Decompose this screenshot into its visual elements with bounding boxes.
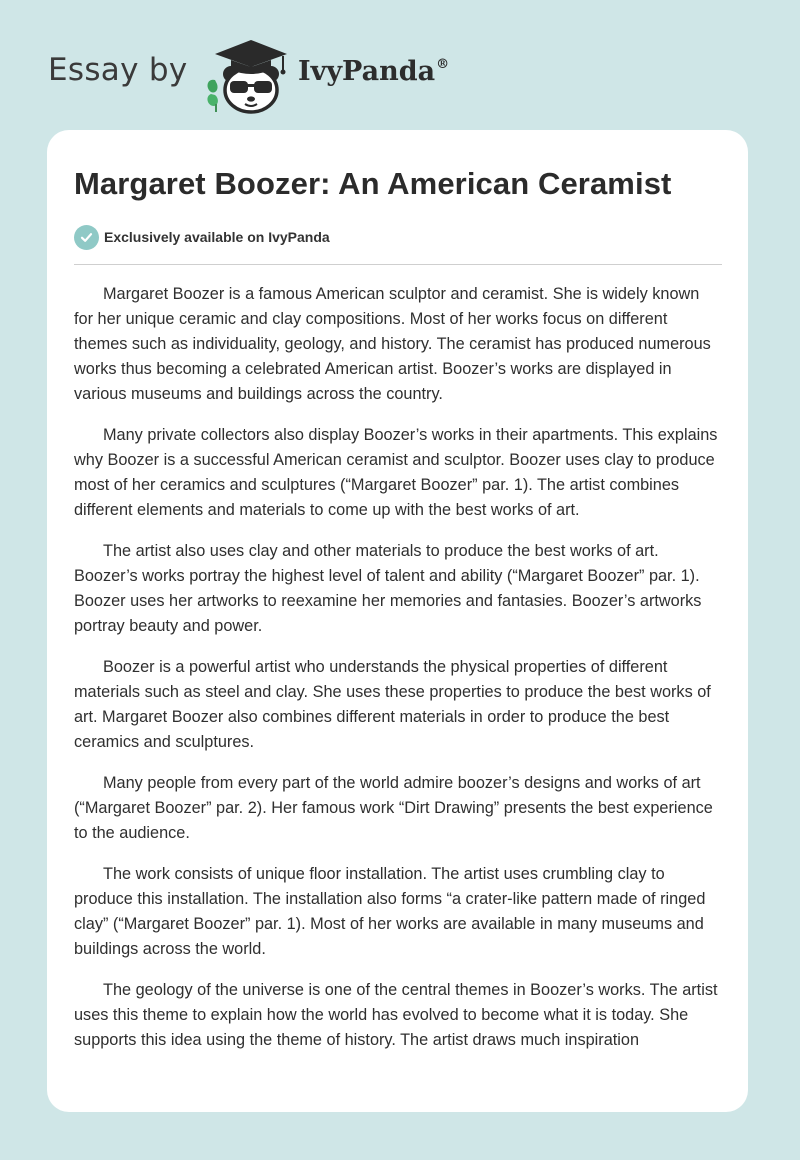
paragraph: Many private collectors also display Boozer’s works in their apartments. This explains why Boozer is a successful American ceramist and sculptor. Boozer uses clay to produce most of her ceramics and sculptures (“Margaret Boozer” par. 1). The artist combines different elements and materials to come up with the best works of art. [74, 425, 718, 519]
paragraph: Boozer is a powerful artist who understands the physical properties of different materials such as steel and clay. She uses these properties to produce the best works of art. Margaret Boozer also combines different materials in order to produce the best ceramics and sculptures. [74, 657, 711, 751]
essay-body [74, 282, 722, 1053]
page-title: Margaret Boozer: An American Ceramist [74, 166, 672, 201]
exclusive-label: Exclusively available on IvyPanda [104, 229, 330, 245]
panda-logo-icon[interactable] [201, 34, 295, 114]
registered-mark: ® [436, 57, 450, 72]
paragraph: Margaret Boozer is a famous American sculptor and ceramist. She is widely known for her unique ceramic and clay compositions. Most of her works focus on different themes such as individuality, geology, and history. The ceramist has produced numerous works thus becoming a celebrated American artist. Boozer’s works are displayed in various museums and buildings across the country. [74, 285, 711, 403]
paragraph: Many people from every part of the world admire boozer’s designs and works of art (“Margaret Boozer” par. 2). Her famous work “Dirt Drawing” presents the best experience to the audience. [74, 773, 713, 842]
check-circle-icon [74, 225, 99, 250]
brand-text: IvyPanda [298, 56, 436, 87]
ivy-leaf-icon [207, 80, 217, 112]
essay-by-label: Essay by [48, 52, 188, 88]
exclusive-badge [74, 224, 722, 250]
divider [74, 264, 722, 265]
essay-card [47, 130, 748, 1112]
brand-name[interactable] [298, 56, 449, 87]
paragraph: The work consists of unique floor installation. The artist uses crumbling clay to produce this installation. The installation also forms “a crater-like pattern made of ringed clay” (“Margaret Boozer” par. 1). Most of her works are available in many museums and buildings across the world. [74, 865, 706, 958]
paragraph: The artist also uses clay and other materials to produce the best works of art. Boozer’s works portray the highest level of talent and ability (“Margaret Boozer” par. 1). Boozer uses her artworks to reexamine her memories and fantasies. Boozer’s artworks portray beauty and power. [74, 541, 702, 635]
paragraph: The geology of the universe is one of the central themes in Boozer’s works. The artist uses this theme to explain how the world has evolved to become what it is today. She supports this idea using the theme of history. The artist draws much inspiration [74, 981, 718, 1049]
site-header [48, 30, 508, 120]
